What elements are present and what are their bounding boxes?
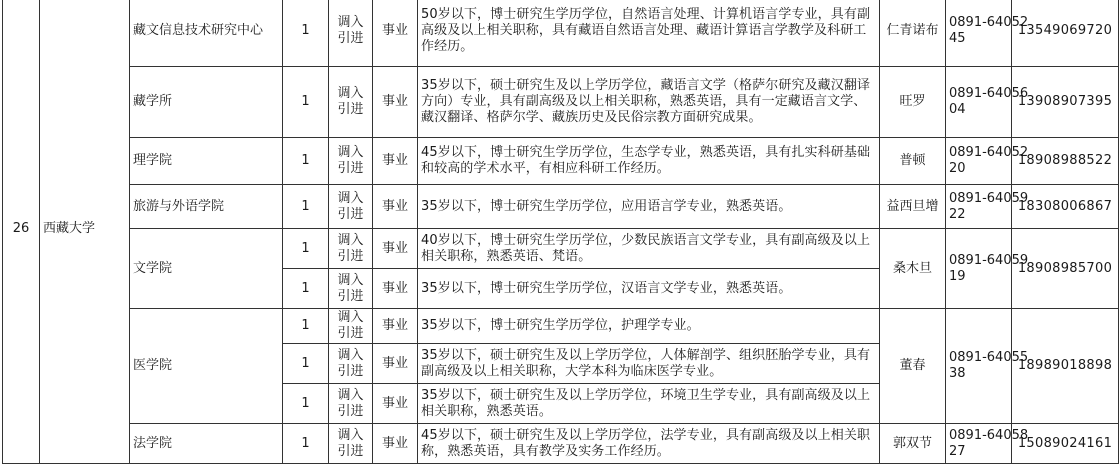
office-phone: 0891-6405220 (946, 138, 1012, 185)
staff-type: 事业 (373, 229, 418, 269)
requirements: 35岁以下，硕士研究生及以上学历学位，藏语言文学（格萨尔研究及藏汉翻译方向）专业，具有副高级及以上相关职称，熟悉英语，具有一定藏语言文学、藏汉翻译、格萨尔学、藏族历史及民俗宗教方面研究成果。 (418, 67, 880, 138)
position-count: 1 (283, 344, 329, 384)
hiring-mode: 调入引进 (329, 384, 373, 424)
mobile-phone: 13549069720 (1012, 0, 1119, 67)
department: 文学院 (130, 229, 283, 309)
department: 藏学所 (130, 67, 283, 138)
office-phone: 0891-6405604 (946, 67, 1012, 138)
office-phone: 0891-6405538 (946, 309, 1012, 424)
position-count: 1 (283, 269, 329, 309)
table-row (3, 0, 1119, 67)
hiring-mode: 调入引进 (329, 185, 373, 229)
contact-person: 董春 (880, 309, 946, 424)
hiring-mode: 调入引进 (329, 229, 373, 269)
position-count: 1 (283, 229, 329, 269)
position-count: 1 (283, 138, 329, 185)
staff-type: 事业 (373, 344, 418, 384)
requirements: 35岁以下，硕士研究生及以上学历学位，人体解剖学、组织胚胎学专业，具有副高级及以上相关职称，大学本科为临床医学专业。 (418, 344, 880, 384)
position-count: 1 (283, 67, 329, 138)
contact-person: 普顿 (880, 138, 946, 185)
table-row (3, 67, 1119, 138)
staff-type: 事业 (373, 384, 418, 424)
hiring-mode: 调入引进 (329, 344, 373, 384)
office-phone: 0891-6405245 (946, 0, 1012, 67)
department: 理学院 (130, 138, 283, 185)
requirements: 50岁以下，博士研究生学历学位，自然语言处理、计算机语言学专业，具有副高级及以上相关职称，具有藏语自然语言处理、藏语计算语言学教学及科研工作经历。 (418, 0, 880, 67)
requirements: 35岁以下，博士研究生学历学位，护理学专业。 (418, 309, 880, 344)
hiring-mode: 调入引进 (329, 138, 373, 185)
department: 法学院 (130, 424, 283, 464)
staff-type: 事业 (373, 185, 418, 229)
table-row (3, 138, 1119, 185)
hiring-mode: 调入引进 (329, 269, 373, 309)
requirements: 40岁以下，博士研究生学历学位，少数民族语言文学专业，具有副高级及以上相关职称，熟悉英语、梵语。 (418, 229, 880, 269)
staff-type: 事业 (373, 269, 418, 309)
requirements: 45岁以下，博士研究生学历学位，生态学专业，熟悉英语，具有扎实科研基础和较高的学术水平，有相应科研工作经历。 (418, 138, 880, 185)
staff-type: 事业 (373, 309, 418, 344)
table-row (3, 309, 1119, 344)
requirements: 35岁以下，硕士研究生及以上学历学位，环境卫生学专业，具有副高级及以上相关职称，熟悉英语。 (418, 384, 880, 424)
contact-person: 旺罗 (880, 67, 946, 138)
requirements: 45岁以下，硕士研究生及以上学历学位，法学专业，具有副高级及以上相关职称，熟悉英语，具有教学及实务工作经历。 (418, 424, 880, 464)
position-count: 1 (283, 0, 329, 67)
mobile-phone: 18989018898 (1012, 309, 1119, 424)
staff-type: 事业 (373, 0, 418, 67)
contact-person: 郭双节 (880, 424, 946, 464)
hiring-mode: 调入引进 (329, 424, 373, 464)
mobile-phone: 18908985700 (1012, 229, 1119, 309)
department: 旅游与外语学院 (130, 185, 283, 229)
office-phone: 0891-6405827 (946, 424, 1012, 464)
position-count: 1 (283, 384, 329, 424)
office-phone: 0891-6405919 (946, 229, 1012, 309)
group-index: 26 (3, 0, 40, 464)
table-row (3, 229, 1119, 269)
department: 藏文信息技术研究中心 (130, 0, 283, 67)
office-phone: 0891-6405922 (946, 185, 1012, 229)
table-row (3, 185, 1119, 229)
contact-person: 仁青诺布 (880, 0, 946, 67)
mobile-phone: 13908907395 (1012, 67, 1119, 138)
university-name: 西藏大学 (40, 0, 130, 464)
mobile-phone: 18308006867 (1012, 185, 1119, 229)
requirements: 35岁以下，博士研究生学历学位，应用语言学专业，熟悉英语。 (418, 185, 880, 229)
contact-person: 益西旦增 (880, 185, 946, 229)
hiring-mode: 调入引进 (329, 0, 373, 67)
staff-type: 事业 (373, 138, 418, 185)
position-count: 1 (283, 424, 329, 464)
contact-person: 桑木旦 (880, 229, 946, 309)
table-row (3, 424, 1119, 464)
staff-type: 事业 (373, 424, 418, 464)
mobile-phone: 18908988522 (1012, 138, 1119, 185)
hiring-mode: 调入引进 (329, 309, 373, 344)
position-count: 1 (283, 309, 329, 344)
staff-type: 事业 (373, 67, 418, 138)
position-count: 1 (283, 185, 329, 229)
mobile-phone: 15089024161 (1012, 424, 1119, 464)
hiring-mode: 调入引进 (329, 67, 373, 138)
recruitment-table (2, 0, 1119, 464)
requirements: 35岁以下，博士研究生学历学位，汉语言文学专业，熟悉英语。 (418, 269, 880, 309)
department: 医学院 (130, 309, 283, 424)
